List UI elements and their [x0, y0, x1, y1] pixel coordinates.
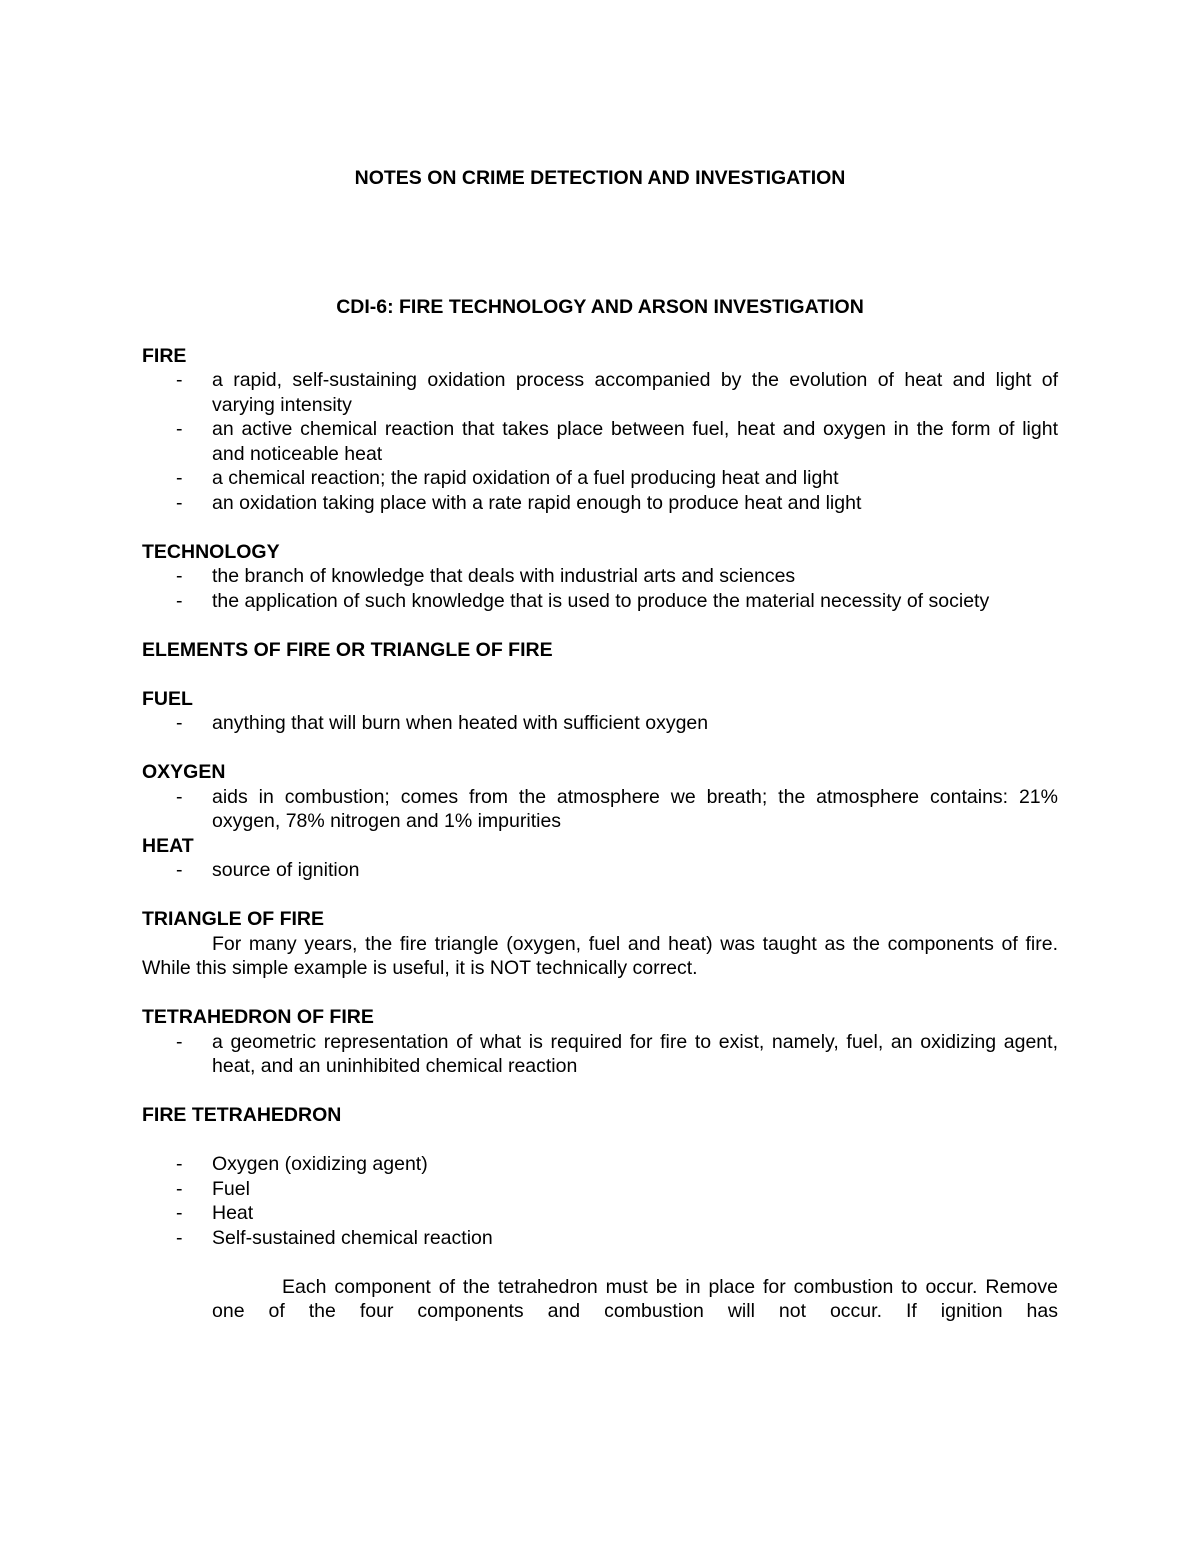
section-heading-elements: ELEMENTS OF FIRE OR TRIANGLE OF FIRE	[142, 638, 553, 661]
list-item-text: Fuel	[212, 1177, 250, 1200]
technology-definition-list	[142, 564, 1058, 613]
list-item-text: Oxygen (oxidizing agent)	[212, 1153, 428, 1175]
section-heading-fuel: FUEL	[142, 687, 193, 710]
oxygen-definition-list	[142, 785, 1058, 834]
dash-bullet: -	[176, 1153, 183, 1175]
fire-definition-list	[142, 368, 1058, 515]
list-item	[142, 564, 1058, 589]
spacer	[142, 1250, 1058, 1275]
list-item	[142, 491, 1058, 516]
dash-bullet: -	[176, 859, 183, 881]
dash-bullet: -	[176, 1030, 183, 1053]
tetrahedron-components-list	[142, 1152, 1058, 1250]
fuel-definition-list	[142, 711, 1058, 736]
dash-bullet: -	[176, 712, 183, 734]
section-heading-heat: HEAT	[142, 834, 194, 857]
dash-bullet: -	[176, 589, 183, 612]
spacer	[142, 883, 1058, 908]
spacer	[142, 515, 1058, 540]
dash-bullet: -	[176, 565, 183, 587]
list-item-text: the branch of knowledge that deals with industrial arts and sciences	[212, 565, 796, 587]
dash-bullet: -	[176, 1202, 183, 1224]
list-item	[142, 1201, 1058, 1226]
spacer	[142, 1079, 1058, 1104]
dash-bullet: -	[176, 467, 183, 489]
spacer	[142, 1128, 1058, 1153]
section-heading-technology: TECHNOLOGY	[142, 540, 280, 563]
list-item	[142, 858, 1058, 883]
section-heading-fire: FIRE	[142, 344, 187, 367]
list-item	[142, 1226, 1058, 1251]
spacer	[142, 662, 1058, 687]
list-item	[142, 1177, 1058, 1202]
closing-paragraph: Each component of the tetrahedron must be in place for combustion to occur. Remove one of the four components and combustion will not occur. If ignition has	[212, 1275, 1058, 1322]
spacer	[142, 319, 1058, 344]
list-item	[142, 785, 1058, 834]
dash-bullet: -	[176, 418, 183, 440]
section-heading-triangle: TRIANGLE OF FIRE	[142, 908, 324, 930]
dash-bullet: -	[176, 785, 183, 808]
spacer	[142, 981, 1058, 1006]
list-item-text: Self-sustained chemical reaction	[212, 1226, 493, 1249]
list-item-text: a rapid, self-sustaining oxidation process accompanied by the evolution of heat and light of varying intensity	[212, 369, 1058, 416]
list-item	[142, 589, 1058, 614]
list-item-text: Heat	[212, 1202, 254, 1224]
dash-bullet: -	[176, 1226, 183, 1249]
list-item	[142, 368, 1058, 417]
list-item-text: aids in combustion; comes from the atmosphere we breath; the atmosphere contains: 21% oxygen, 78% nitrogen and 1% impurities	[212, 785, 1058, 832]
list-item-text: an oxidation taking place with a rate rapid enough to produce heat and light	[212, 491, 862, 514]
list-item-text: a geometric representation of what is required for fire to exist, namely, fuel, an oxidizing agent, heat, and an uninhibited chemical reaction	[212, 1030, 1058, 1077]
dash-bullet: -	[176, 1177, 183, 1200]
document-body	[142, 166, 1058, 1324]
document-title: NOTES ON CRIME DETECTION AND INVESTIGATION	[354, 167, 846, 189]
course-title: CDI-6: FIRE TECHNOLOGY AND ARSON INVESTIGATION	[336, 295, 864, 318]
section-heading-oxygen: OXYGEN	[142, 761, 226, 783]
dash-bullet: -	[176, 491, 183, 514]
list-item	[142, 466, 1058, 491]
triangle-paragraph: For many years, the fire triangle (oxygen, fuel and heat) was taught as the components of fire. While this simple example is useful, it is NOT technically correct.	[142, 932, 1058, 979]
spacer	[142, 613, 1058, 638]
spacer	[142, 736, 1058, 761]
section-heading-tetrahedron-of-fire: TETRAHEDRON OF FIRE	[142, 1006, 374, 1028]
list-item	[142, 711, 1058, 736]
list-item	[142, 1152, 1058, 1177]
dash-bullet: -	[176, 369, 183, 391]
list-item-text: a chemical reaction; the rapid oxidation of a fuel producing heat and light	[212, 467, 839, 489]
list-item-text: the application of such knowledge that is used to produce the material necessity of society	[212, 589, 990, 612]
list-item-text: an active chemical reaction that takes place between fuel, heat and oxygen in the form of light and noticeable heat	[212, 418, 1058, 465]
list-item	[142, 417, 1058, 466]
list-item-text: source of ignition	[212, 859, 360, 881]
list-item-text: anything that will burn when heated with sufficient oxygen	[212, 712, 709, 734]
tetrahedron-definition-list	[142, 1030, 1058, 1079]
heat-definition-list	[142, 858, 1058, 883]
section-heading-fire-tetrahedron: FIRE TETRAHEDRON	[142, 1104, 342, 1126]
list-item	[142, 1030, 1058, 1079]
